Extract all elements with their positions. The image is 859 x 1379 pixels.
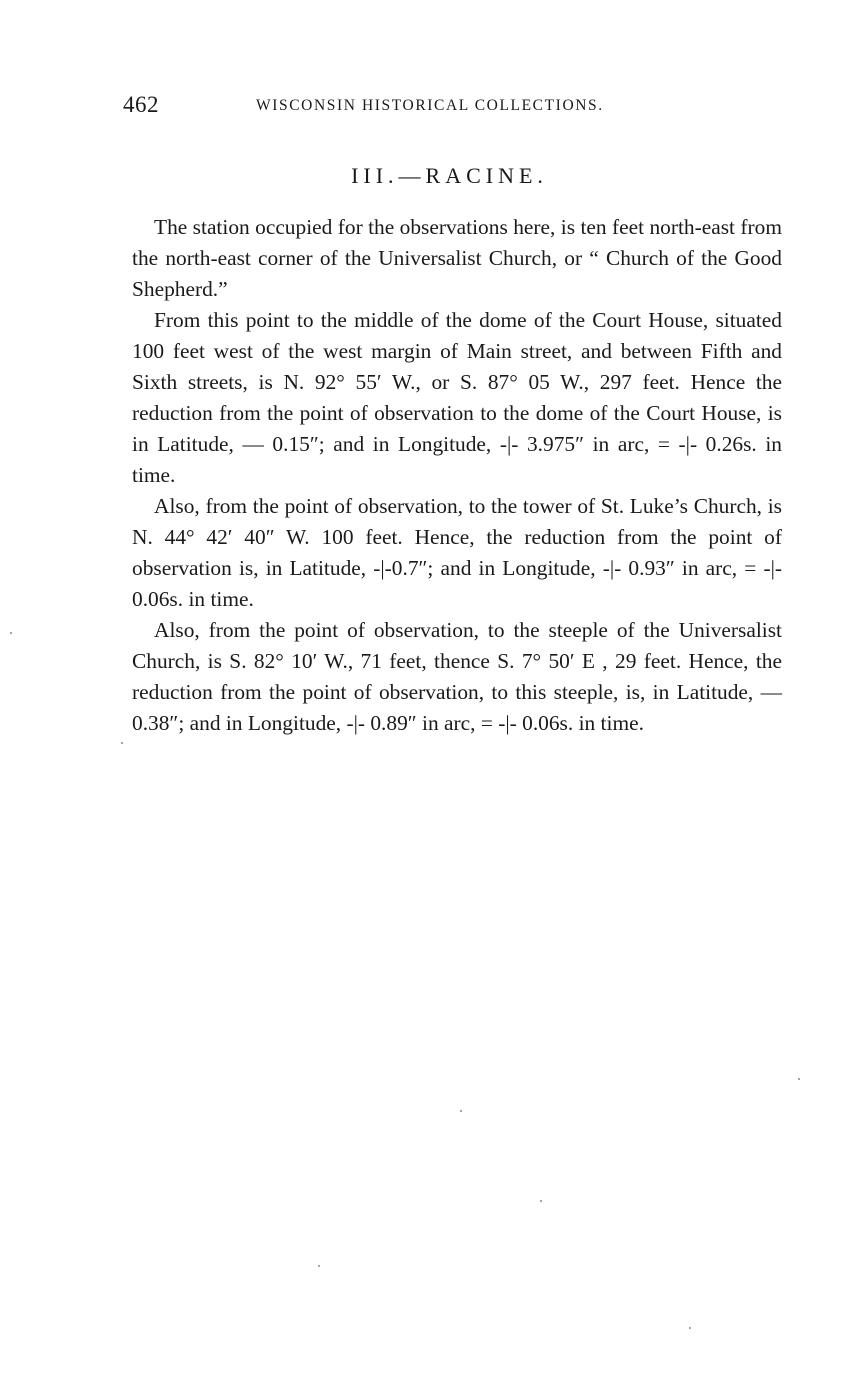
paper-speck — [10, 632, 12, 634]
paragraph: The station occupied for the observations here, is ten feet north-east from the north-east corner of the Universalist Church, or “ Church of the Good Shepherd.” — [132, 215, 782, 301]
paper-speck — [460, 1110, 462, 1112]
paragraph: Also, from the point of observation, to the steeple of the Universalist Church, is S. 82° 10′ W., 71 feet, thence S. 7° 50′ E , 29 feet. Hence, the reduction from the point of observation, to this steeple, is, in Latitude, — 0.38″; and in Longitude, -|- 0.89″ in arc, = -|- 0.06s. in time. — [132, 618, 782, 735]
paper-speck — [318, 1265, 320, 1267]
collection-title: WISCONSIN HISTORICAL COLLECTIONS. — [256, 97, 604, 114]
paper-speck — [121, 742, 123, 744]
page-number: 462 — [123, 92, 159, 117]
paragraph: From this point to the middle of the dome of the Court House, situated 100 feet west of the west margin of Main street, and between Fifth and Sixth streets, is N. 92° 55′ W., or S. 87° 05 W., 297 feet. Hence the reduction from the point of observation to the dome of the Court House, is in Latitude, — 0.15″; and in Longitude, -|- 3.975″ in arc, = -|- 0.26s. in time. — [132, 308, 782, 487]
paper-speck — [689, 1327, 691, 1329]
paragraph: Also, from the point of observation, to the tower of St. Luke’s Church, is N. 44° 42′ 40″ W. 100 feet. Hence, the reduction from the point of observation is, in Latitude, -|-0.7″; and in Longitude, -|- 0.93″ in arc, = -|- 0.06s. in time. — [132, 494, 782, 611]
paper-speck — [540, 1200, 542, 1202]
section-heading: III.—RACINE. — [351, 163, 548, 188]
body-text — [132, 212, 782, 739]
paper-speck — [798, 1078, 800, 1080]
running-head — [123, 92, 643, 122]
